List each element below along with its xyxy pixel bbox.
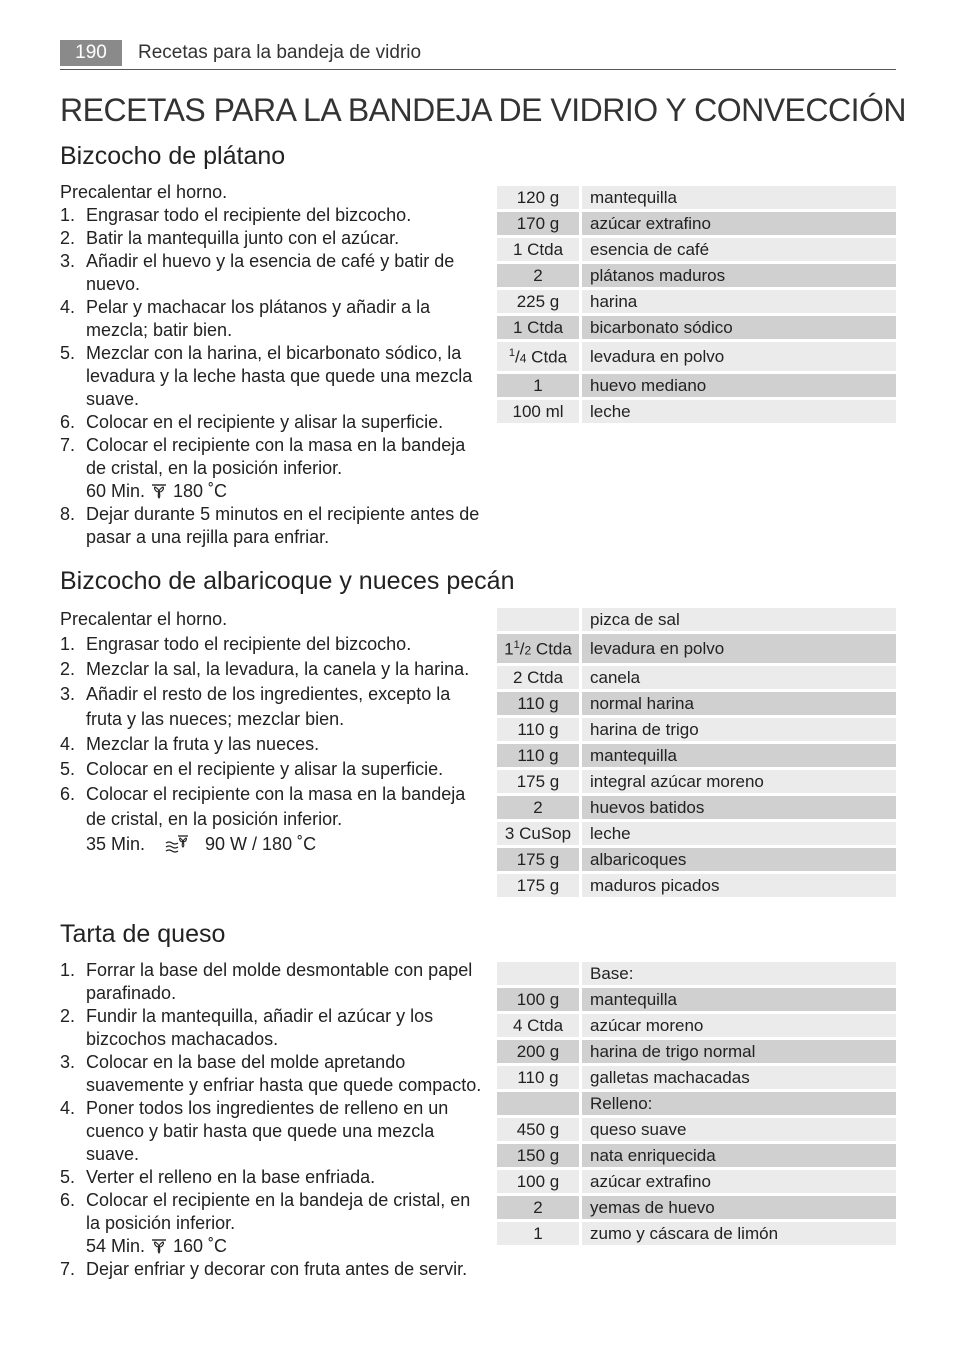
ingredient-name: harina de trigo normal bbox=[582, 1040, 896, 1063]
ingredient-name: pizca de sal bbox=[582, 608, 896, 631]
ingredient-quantity: 110 g bbox=[497, 744, 582, 767]
ingredient-name: levadura en polvo bbox=[582, 342, 896, 371]
step-number: 4. bbox=[60, 734, 76, 754]
step-item bbox=[60, 1005, 485, 1051]
step-item bbox=[60, 732, 485, 757]
ingredient-quantity: 3 CuSop bbox=[497, 822, 582, 845]
ingredient-name: Base: bbox=[582, 962, 896, 985]
recipe-intro: Precalentar el horno. bbox=[60, 609, 228, 629]
recipe-title: Bizcocho de albaricoque y nueces pecán bbox=[60, 567, 515, 595]
ingredient-name: leche bbox=[582, 400, 896, 423]
ingredient-row bbox=[497, 316, 896, 339]
ingredient-name: zumo y cáscara de limón bbox=[582, 1222, 896, 1245]
ingredient-name: huevos batidos bbox=[582, 796, 896, 819]
step-item bbox=[60, 682, 485, 732]
ingredient-quantity: $^1$/4 Ctda bbox=[497, 342, 582, 371]
step-number: 5. bbox=[60, 343, 76, 363]
ingredient-row bbox=[497, 342, 896, 371]
ingredient-name: integral azúcar moreno bbox=[582, 770, 896, 793]
ingredient-name: nata enriquecida bbox=[582, 1144, 896, 1167]
ingredient-row bbox=[497, 1014, 896, 1037]
cooking-setting: 160 ˚C bbox=[173, 1236, 228, 1256]
step-text: Poner todos los ingredientes de relleno en un cuenco y batir hasta que quede una mezcla suave. bbox=[86, 1098, 449, 1164]
ingredient-row bbox=[497, 264, 896, 287]
ingredient-row bbox=[497, 666, 896, 689]
ingredient-name: Relleno: bbox=[582, 1092, 896, 1115]
ingredient-quantity bbox=[497, 962, 582, 985]
ingredient-name: esencia de café bbox=[582, 238, 896, 261]
ingredient-quantity: 110 g bbox=[497, 1066, 582, 1089]
ingredient-quantity: 110 g bbox=[497, 718, 582, 741]
ingredient-quantity: 1 bbox=[497, 1222, 582, 1245]
ingredient-quantity: 100 g bbox=[497, 988, 582, 1011]
step-text: Batir la mantequilla junto con el azúcar. bbox=[86, 228, 400, 248]
step-item bbox=[60, 342, 485, 411]
ingredient-name: normal harina bbox=[582, 692, 896, 715]
ingredient-row bbox=[497, 1066, 896, 1089]
step-text: Colocar el recipiente con la masa en la bandeja de cristal, en la posición inferior. bbox=[86, 435, 466, 478]
step-list bbox=[60, 959, 485, 1281]
recipe-section bbox=[60, 919, 896, 1279]
step-number: 4. bbox=[60, 1098, 76, 1118]
ingredient-quantity: 175 g bbox=[497, 874, 582, 897]
step-text: Mezclar con la harina, el bicarbonato sódico, la levadura y la leche hasta que quede una mezcla suave. bbox=[86, 343, 473, 409]
ingredient-row bbox=[497, 692, 896, 715]
ingredient-quantity: 200 g bbox=[497, 1040, 582, 1063]
step-item bbox=[60, 1189, 485, 1258]
step-item bbox=[60, 204, 485, 227]
ingredient-name: mantequilla bbox=[582, 744, 896, 767]
step-number: 4. bbox=[60, 297, 76, 317]
step-number: 1. bbox=[60, 205, 76, 225]
ingredient-row bbox=[497, 290, 896, 313]
step-text: Mezclar la fruta y las nueces. bbox=[86, 734, 320, 754]
step-number: 1. bbox=[60, 960, 76, 980]
recipe-title: Tarta de queso bbox=[60, 920, 226, 948]
ingredient-quantity: 1 Ctda bbox=[497, 238, 582, 261]
ingredient-quantity: 4 Ctda bbox=[497, 1014, 582, 1037]
cooking-time: 35 Min. bbox=[86, 834, 146, 854]
ingredient-quantity: 120 g bbox=[497, 186, 582, 209]
step-text: Colocar en la base del molde apretando suavemente y enfriar hasta que quede compacto. bbox=[86, 1052, 482, 1095]
fan-heat-icon bbox=[145, 1236, 173, 1256]
cooking-setting: 180 ˚C bbox=[173, 481, 228, 501]
ingredient-row bbox=[497, 770, 896, 793]
ingredient-row bbox=[497, 1092, 896, 1115]
ingredient-quantity: 2 bbox=[497, 264, 582, 287]
step-item bbox=[60, 434, 485, 503]
ingredient-quantity: 450 g bbox=[497, 1118, 582, 1141]
ingredient-row bbox=[497, 1170, 896, 1193]
step-number: 5. bbox=[60, 759, 76, 779]
step-text: Añadir el resto de los ingredientes, excepto la fruta y las nueces; mezclar bien. bbox=[86, 684, 451, 729]
recipe-steps bbox=[60, 181, 485, 549]
ingredient-quantity: $1^1/2$ Ctda bbox=[497, 634, 582, 663]
step-number: 6. bbox=[60, 1190, 76, 1210]
cooking-time: 60 Min. bbox=[86, 481, 146, 501]
step-number: 6. bbox=[60, 784, 76, 804]
ingredient-row bbox=[497, 796, 896, 819]
recipe-section bbox=[60, 141, 896, 547]
ingredient-row bbox=[497, 988, 896, 1011]
step-text: Colocar en el recipiente y alisar la superficie. bbox=[86, 759, 444, 779]
ingredient-row bbox=[497, 1144, 896, 1167]
step-text: Forrar la base del molde desmontable con papel parafinado. bbox=[86, 960, 473, 1003]
ingredient-quantity: 2 Ctda bbox=[497, 666, 582, 689]
step-number: 3. bbox=[60, 251, 76, 271]
ingredient-name: leche bbox=[582, 822, 896, 845]
header-title: Recetas para la bandeja de vidrio bbox=[138, 42, 422, 63]
ingredient-row bbox=[497, 1118, 896, 1141]
step-item bbox=[60, 1166, 485, 1189]
ingredient-name: plátanos maduros bbox=[582, 264, 896, 287]
step-item bbox=[60, 757, 485, 782]
cooking-settings bbox=[86, 1235, 485, 1258]
step-item bbox=[60, 632, 485, 657]
ingredient-quantity: 2 bbox=[497, 1196, 582, 1219]
step-text: Engrasar todo el recipiente del bizcocho. bbox=[86, 634, 412, 654]
step-text: Fundir la mantequilla, añadir el azúcar y los bizcochos machacados. bbox=[86, 1006, 434, 1049]
ingredient-row bbox=[497, 848, 896, 871]
ingredient-quantity: 2 bbox=[497, 796, 582, 819]
ingredient-quantity: 175 g bbox=[497, 848, 582, 871]
ingredient-name: queso suave bbox=[582, 1118, 896, 1141]
page-number: 190 bbox=[60, 40, 122, 66]
step-number: 7. bbox=[60, 435, 76, 455]
ingredient-name: yemas de huevo bbox=[582, 1196, 896, 1219]
ingredient-row bbox=[497, 822, 896, 845]
ingredient-row bbox=[497, 634, 896, 663]
step-number: 7. bbox=[60, 1259, 76, 1279]
step-text: Dejar durante 5 minutos en el recipiente antes de pasar a una rejilla para enfriar. bbox=[86, 504, 480, 547]
step-list bbox=[60, 632, 485, 857]
page-header bbox=[60, 40, 896, 70]
ingredient-name: azúcar extrafino bbox=[582, 212, 896, 235]
ingredient-name: huevo mediano bbox=[582, 374, 896, 397]
ingredient-quantity: 1 bbox=[497, 374, 582, 397]
step-text: Dejar enfriar y decorar con fruta antes de servir. bbox=[86, 1259, 468, 1279]
step-number: 2. bbox=[60, 659, 76, 679]
cooking-time: 54 Min. bbox=[86, 1236, 146, 1256]
ingredient-row bbox=[497, 238, 896, 261]
step-item bbox=[60, 250, 485, 296]
step-item bbox=[60, 411, 485, 434]
ingredients-table bbox=[497, 183, 896, 426]
cooking-settings bbox=[86, 480, 485, 503]
step-list bbox=[60, 204, 485, 549]
step-number: 3. bbox=[60, 684, 76, 704]
ingredient-quantity: 175 g bbox=[497, 770, 582, 793]
cooking-settings bbox=[86, 832, 485, 857]
ingredient-name: azúcar moreno bbox=[582, 1014, 896, 1037]
recipe-title: Bizcocho de plátano bbox=[60, 142, 286, 170]
step-number: 2. bbox=[60, 228, 76, 248]
ingredient-row bbox=[497, 1040, 896, 1063]
page-title: RECETAS PARA LA BANDEJA DE VIDRIO Y CONVECCIÓN bbox=[60, 92, 906, 128]
step-text: Engrasar todo el recipiente del bizcocho. bbox=[86, 205, 412, 225]
ingredient-quantity: 1 Ctda bbox=[497, 316, 582, 339]
ingredient-name: canela bbox=[582, 666, 896, 689]
ingredient-name: mantequilla bbox=[582, 988, 896, 1011]
ingredient-name: galletas machacadas bbox=[582, 1066, 896, 1089]
ingredient-quantity bbox=[497, 608, 582, 631]
ingredient-quantity: 170 g bbox=[497, 212, 582, 235]
recipe-steps bbox=[60, 959, 485, 1281]
recipe-section bbox=[60, 566, 896, 895]
step-text: Añadir el huevo y la esencia de café y batir de nuevo. bbox=[86, 251, 455, 294]
ingredient-quantity: 225 g bbox=[497, 290, 582, 313]
ingredient-quantity: 150 g bbox=[497, 1144, 582, 1167]
step-item bbox=[60, 227, 485, 250]
ingredient-quantity: 100 g bbox=[497, 1170, 582, 1193]
step-number: 2. bbox=[60, 1006, 76, 1026]
ingredient-row bbox=[497, 374, 896, 397]
cooking-setting: 90 W / 180 ˚C bbox=[205, 834, 317, 854]
step-number: 8. bbox=[60, 504, 76, 524]
ingredient-name: levadura en polvo bbox=[582, 634, 896, 663]
ingredient-row bbox=[497, 400, 896, 423]
ingredients-table bbox=[497, 959, 896, 1248]
ingredient-row bbox=[497, 212, 896, 235]
ingredient-name: harina bbox=[582, 290, 896, 313]
step-item bbox=[60, 1097, 485, 1166]
ingredient-name: harina de trigo bbox=[582, 718, 896, 741]
ingredient-name: bicarbonato sódico bbox=[582, 316, 896, 339]
step-item bbox=[60, 657, 485, 682]
step-text: Colocar el recipiente con la masa en la bandeja de cristal, en la posición inferior. bbox=[86, 784, 466, 829]
ingredient-row bbox=[497, 874, 896, 897]
ingredient-name: maduros picados bbox=[582, 874, 896, 897]
ingredient-row bbox=[497, 744, 896, 767]
step-number: 1. bbox=[60, 634, 76, 654]
microwave-fan-icon bbox=[145, 834, 205, 854]
step-number: 5. bbox=[60, 1167, 76, 1187]
step-text: Colocar en el recipiente y alisar la superficie. bbox=[86, 412, 444, 432]
step-item bbox=[60, 1258, 485, 1281]
fan-heat-icon bbox=[145, 481, 173, 501]
step-item bbox=[60, 1051, 485, 1097]
step-item bbox=[60, 959, 485, 1005]
step-text: Verter el relleno en la base enfriada. bbox=[86, 1167, 376, 1187]
ingredient-row bbox=[497, 1196, 896, 1219]
step-text: Pelar y machacar los plátanos y añadir a la mezcla; batir bien. bbox=[86, 297, 431, 340]
recipe-intro: Precalentar el horno. bbox=[60, 182, 228, 202]
ingredient-row bbox=[497, 608, 896, 631]
ingredient-row bbox=[497, 186, 896, 209]
recipe-steps bbox=[60, 607, 485, 857]
ingredients-table bbox=[497, 605, 896, 900]
step-text: Mezclar la sal, la levadura, la canela y la harina. bbox=[86, 659, 470, 679]
ingredient-quantity: 100 ml bbox=[497, 400, 582, 423]
ingredient-name: azúcar extrafino bbox=[582, 1170, 896, 1193]
ingredient-name: albaricoques bbox=[582, 848, 896, 871]
step-text: Colocar el recipiente en la bandeja de cristal, en la posición inferior. bbox=[86, 1190, 471, 1233]
step-item bbox=[60, 503, 485, 549]
step-item bbox=[60, 296, 485, 342]
ingredient-quantity: 110 g bbox=[497, 692, 582, 715]
ingredient-row bbox=[497, 1222, 896, 1245]
ingredient-row bbox=[497, 962, 896, 985]
ingredient-quantity bbox=[497, 1092, 582, 1115]
ingredient-row bbox=[497, 718, 896, 741]
step-number: 3. bbox=[60, 1052, 76, 1072]
ingredient-name: mantequilla bbox=[582, 186, 896, 209]
step-number: 6. bbox=[60, 412, 76, 432]
step-item bbox=[60, 782, 485, 857]
